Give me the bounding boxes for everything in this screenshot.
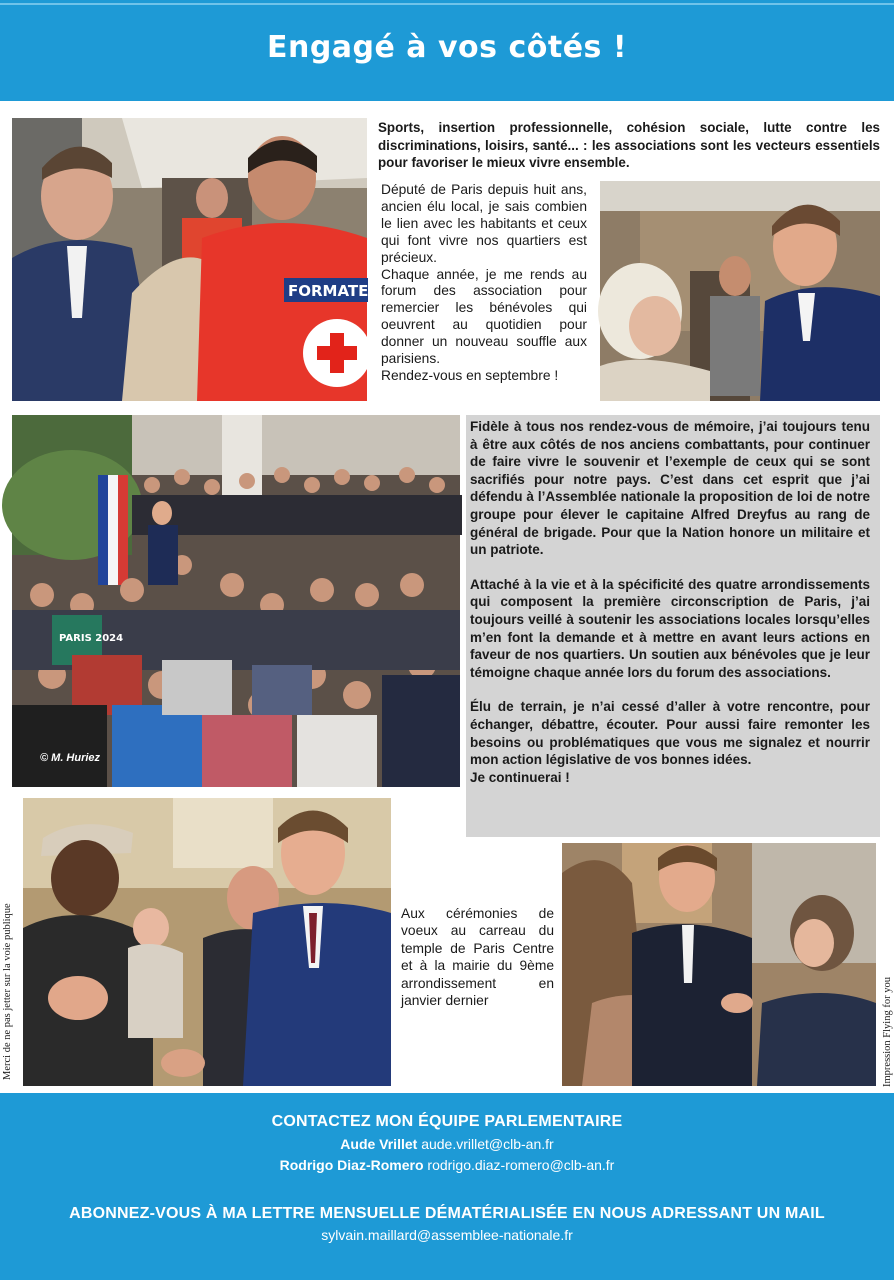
forum-paragraph: Rendez-vous en septembre ! (381, 367, 559, 383)
voeux-caption: Aux cérémonies de voeux au carreau du temple de Paris Centre et à la mairie du 9ème arrondissement en janvier dernier (401, 906, 554, 1009)
contact-email-link[interactable]: rodrigo.diaz-romero@clb-an.fr (427, 1157, 615, 1173)
photo-mairie-meeting (562, 843, 876, 1086)
field-paragraph (470, 698, 870, 786)
associations-paragraph: Attaché à la vie et à la spécificité des quatre arrondissements qui composent la première circonscription de Paris, j’ai toujours veillé à soutenir les associations locales lorsqu’elles m’en font la demande et à mettre en avant leurs actions en faveur de nos quartiers. Un soutien aux bénévoles que je leur témoigne chaque année lors du forum des associations. (470, 576, 870, 680)
field-text: Élu de terrain, je n’ai cessé d’aller à votre rencontre, pour échanger, débattre, écouter. Pour aussi faire remonter les besoins ou problématiques que vous me signalez et nourrir mon action législative de vos bonnes idées. (470, 699, 870, 768)
forum-paragraph: Député de Paris depuis huit ans, ancien élu local, je sais combien le lien avec les habitants et ceux qui font vivre nos quartiers est précieux. (381, 182, 587, 265)
contact-title: CONTACTEZ MON ÉQUIPE PARLEMENTAIRE (271, 1113, 623, 1130)
side-note-left: Merci de ne pas jetter sur la voie publique (2, 903, 13, 1080)
closing-line: Je continuerai ! (470, 769, 570, 785)
memory-paragraph: Fidèle à tous nos rendez-vous de mémoire, j’ai toujours tenu à être aux côtés de nos anciens combattants, pour continuer de faire vivre le souvenir et l’exemple de ceux qui se sont sacrifiés pour notre pays. C’est dans cet esprit que j’ai défendu à l’Assemblée nationale la proposition de loi de notre groupe pour élever le capitaine Alfred Dreyfus au rang de général de brigade. Pour que la Nation honore un militaire et un patriote. (470, 419, 870, 558)
photo-forum-associations (12, 118, 393, 401)
subscribe-title: ABONNEZ-VOUS À MA LETTRE MENSUELLE DÉMATÉRIALISÉE EN NOUS ADRESSANT UN MAIL (69, 1205, 825, 1222)
contact-email-link[interactable]: aude.vrillet@clb-an.fr (421, 1136, 554, 1152)
forum-text (381, 182, 587, 385)
contact-line-1 (0, 1136, 894, 1152)
photo-voeux-handshake (23, 798, 391, 1086)
footer-contact (0, 1093, 894, 1280)
header-rule (0, 3, 894, 5)
side-note-right: Impression Flying for you (882, 977, 893, 1087)
contact-name: Rodrigo Diaz-Romero (279, 1157, 424, 1173)
commitment-box (466, 415, 880, 837)
contact-line-2 (0, 1157, 894, 1173)
shirt-text: PARIS 2024 (59, 633, 124, 644)
intro-text: Sports, insertion professionnelle, cohésion sociale, lutte contre les discriminations, loisirs, santé... : les associations sont les vecteurs essentiels pour favoriser le mieux vivre ensemble. (378, 120, 880, 170)
vest-label: FORMATEUR (288, 282, 393, 300)
page-title: Engagé à vos côtés ! (266, 30, 628, 65)
header-banner (0, 0, 894, 101)
photo-credit: © M. Huriez (40, 752, 101, 764)
contact-name: Aude Vrillet (340, 1136, 418, 1152)
photo-gathering-crowd (12, 415, 460, 787)
forum-paragraph: Chaque année, je me rends au forum des association pour remercier les bénévoles qui oeuvrent au quotidien pour donner un nouveau souffle aux parisiens. (381, 266, 587, 367)
photo-conversation (600, 181, 880, 401)
subscribe-email-link[interactable]: sylvain.maillard@assemblee-nationale.fr (321, 1227, 573, 1243)
